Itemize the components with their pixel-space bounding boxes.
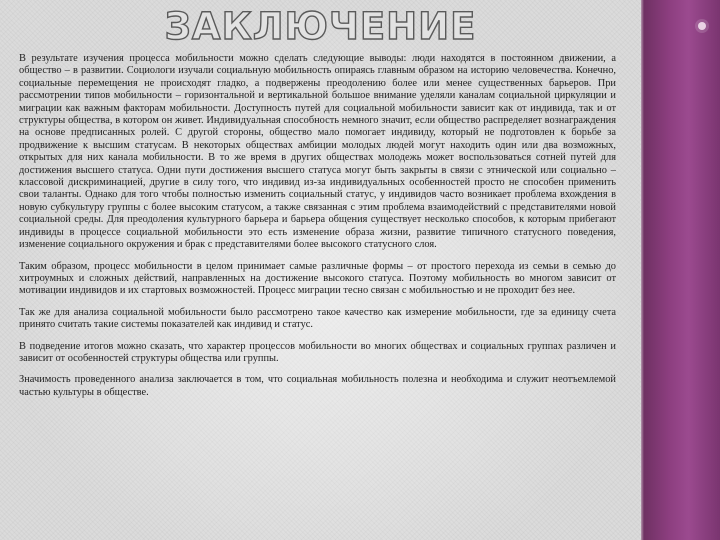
decorative-circle-icon (698, 22, 706, 30)
paragraph-5: Значимость проведенного анализа заключается в том, что социальная мобильность полезна и необходима и служит неотъемлемой частью культуры в обществе. (19, 374, 616, 398)
side-accent-band (641, 0, 720, 540)
paragraph-4: В подведение итогов можно сказать, что характер процессов мобильности во многих обществах и социальных группах различен и зависит от особенностей структуры общества или группы. (19, 340, 616, 364)
slide-title: ЗАКЛЮЧЕНИЕ (164, 5, 477, 48)
paragraph-3: Так же для анализа социальной мобильности было рассмотрено такое качество как измерение мобильности, где за единицу счета принято считать такие системы показателей как индивид и статус. (19, 306, 616, 331)
paragraph-1: В результате изучения процесса мобильности можно сделать следующие выводы: люди находятся в постоянном движении, а общество – в развитии. Социологи изучали социальную мобильность опираясь главным образом на историю человечества. Конечно, социальные перемещения не происходят гладко, а подвержены преодолению более или менее существенных барьеров. При рассмотрении типов мобильности – горизонтальной и вертикальной большое внимание уделяли каналам социальной циркуляции и миграции как важным факторам мобильности. Доступность путей для социальной мобильности зависит как от индивида, так и от структуры общества, в котором он живет. Индивидуальная способность немного значит, если общество распределяет вознаграждения на основе предписанных ролей. С другой стороны, общество мало помогает индивиду, который не подготовлен к борьбе за продвижение к высшим статусам. В некоторых обществах амбиции молодых людей могут находить один или два возможных, открытых для них канала мобильности. В то же время в других обществах молодежь может воспользоваться сотней путей для достижения высшего статуса. Одни пути достижения высшего статуса могут быть закрыты в связи с этнической или социально – классовой дискриминацией, другие в силу того, что индивид из-за индивидуальных особенностей просто не способен применить свои таланты. Однако для того чтобы полностью изменить социальный статус, у индивидов часто возникает проблема вхождения в новую субкультуру группы с более высоким статусом, а также связанная с этим проблема взаимодействий с представителями новой социальной среды. Для преодоления культурного барьера и барьера общения существует несколько способов, к которым прибегают индивиды в процессе социальной мобильности это есть изменение образа жизни, развитие типичного статусного поведения, изменение социального окружения и брак с представителями более высокого статусного слоя. (19, 53, 616, 251)
slide-body (19, 53, 616, 408)
paragraph-2: Таким образом, процесс мобильности в целом принимает самые различные формы – от простого перехода из семьи в семью до хитроумных и сложных действий, направленных на достижение высокого статуса. Поэтому мобильность во многом зависит от мотивации индивидов и их стартовых возможностей. Процесс миграции тесно связан с мобильностью и не проходит без нее. (19, 260, 616, 297)
